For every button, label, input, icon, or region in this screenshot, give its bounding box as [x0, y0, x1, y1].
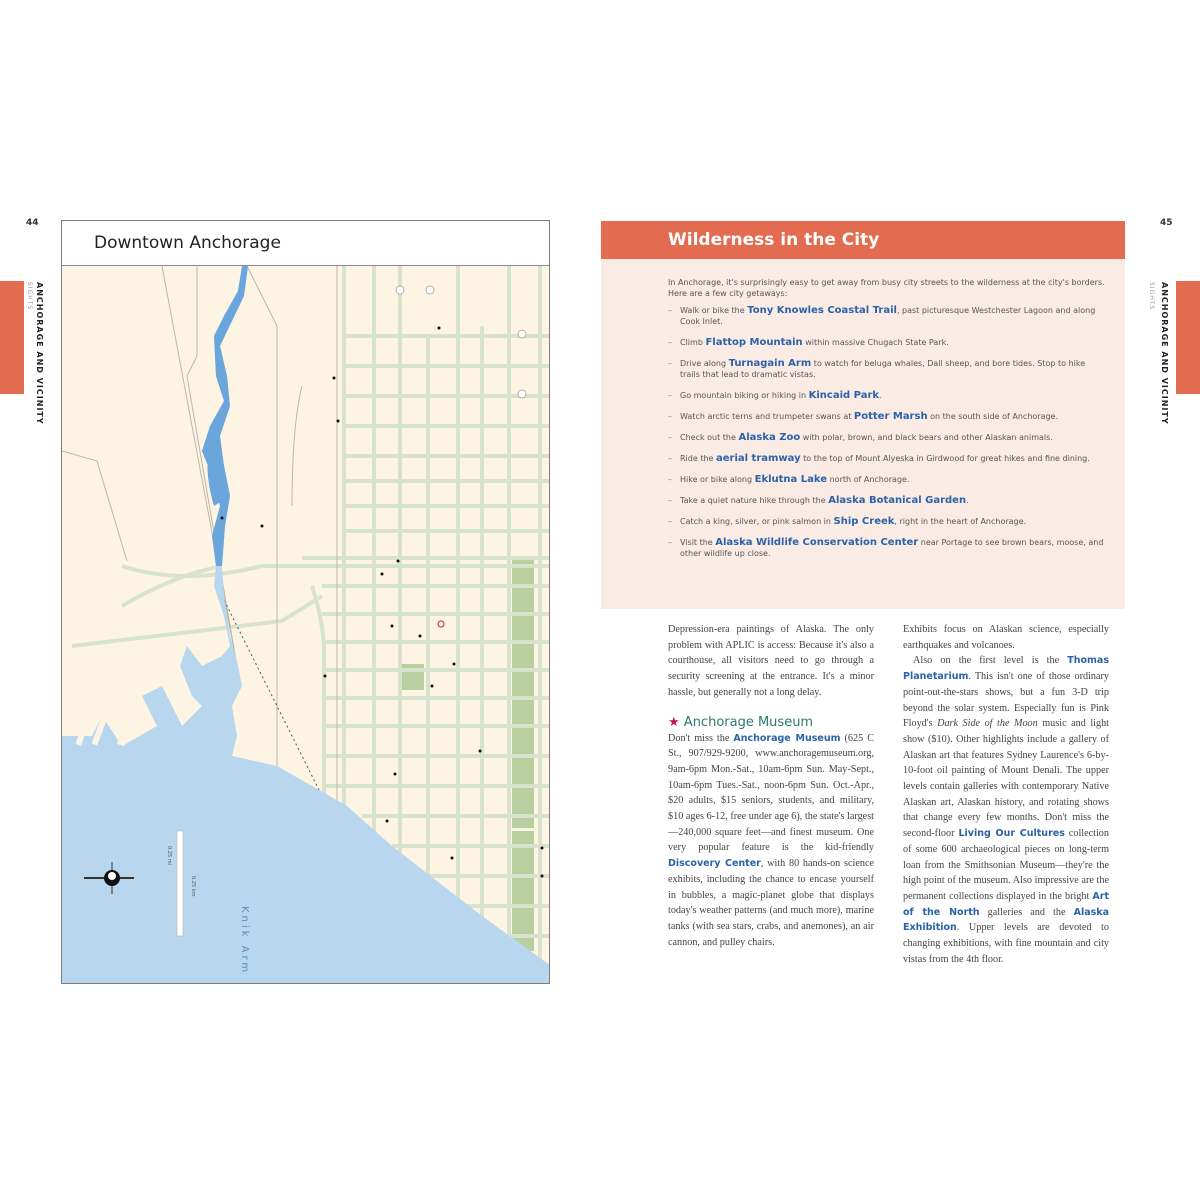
- highlight-link[interactable]: Potter Marsh: [853, 411, 928, 422]
- link-alaska-exhibition[interactable]: Alaska Exhibition: [903, 906, 1109, 934]
- link-thomas-planetarium[interactable]: Thomas Planetarium: [903, 655, 1109, 683]
- map-title-bar: [62, 221, 549, 266]
- highlight-link[interactable]: Tony Knowles Coastal Trail: [747, 305, 897, 316]
- water-label: Knik Arm: [239, 906, 250, 976]
- list-item: – Climb Flattop Mountain within massive Chugach State Park.: [668, 337, 1105, 348]
- highlight-link[interactable]: Flattop Mountain: [705, 337, 803, 348]
- svg-text:0.25 mi: 0.25 mi: [166, 846, 172, 865]
- left-page-number: 44: [26, 218, 39, 228]
- sidebar-body: [668, 277, 1105, 569]
- left-section-tab: [0, 281, 24, 394]
- sidebar-box: [601, 221, 1125, 609]
- section-title: Anchorage Museum: [683, 714, 814, 730]
- list-item: – Go mountain biking or hiking in Kincaid Park.: [668, 390, 1105, 401]
- highlight-link[interactable]: Turnagain Arm: [728, 358, 812, 369]
- downtown-map: [61, 220, 550, 984]
- right-section-tab: [1176, 281, 1200, 394]
- list-item: – Visit the Alaska Wildlife Conservation Center near Portage to see brown bears, moose, and other wildlife up close.: [668, 537, 1105, 559]
- link-living-our-cultures[interactable]: Living Our Cultures: [958, 828, 1065, 840]
- link-anchorage-museum[interactable]: Anchorage Museum: [733, 732, 841, 744]
- highlight-link[interactable]: Ship Creek: [833, 516, 895, 527]
- list-item: – Drive along Turnagain Arm to watch for beluga whales, Dall sheep, and bore tides. Stop to hike trails that lead to dramatic vistas.: [668, 358, 1105, 380]
- map-graphic: [62, 266, 550, 984]
- sidebar-header: [601, 221, 1125, 259]
- right-section-sublabel: SIGHTS: [1148, 282, 1155, 311]
- list-item: – Hike or bike along Eklutna Lake north of Anchorage.: [668, 474, 1105, 485]
- paragraph: Don't miss the Anchorage Museum (625 C St., 907/929-9200, www.anchoragemuseum.org, 9am-6pm Mon.-Sat., 10am-6pm Sun. May-Sept., 10am-6pm Tues.-Sat., noon-6pm Sun. Oct.-Apr., $20 adults, $15 seniors, students, and military, $10 ages 6-12, free under age 6), the state's largest—240,000 square feet—and finest museum. One very popular feature is the kid-friendly Discovery Center, with 80 hands-on science exhibits, including the chance to encase yourself in bubbles, a magic-planet globe that displays today's weather patterns (and much more), marine tanks (with sea stars, crabs, and anemones), an air cannon, and pulley chairs.: [668, 732, 874, 948]
- left-section-label: ANCHORAGE AND VICINITY: [35, 282, 44, 425]
- link-discovery-center[interactable]: Discovery Center: [668, 858, 761, 870]
- sidebar-title: Wilderness in the City: [668, 230, 880, 250]
- text-column-1: [668, 622, 874, 950]
- sidebar-intro: In Anchorage, it's surprisingly easy to get away from busy city streets to the wilderness at the city's borders. Here are a few city getaways:: [668, 278, 1105, 298]
- list-item: – Catch a king, silver, or pink salmon in Ship Creek, right in the heart of Anchorage.: [668, 516, 1105, 527]
- paragraph: Also on the first level is the Thomas Planetarium. This isn't one of those ordinary point-out-the-stars shows, but a fun 3-D trip beyond the solar system. Especially fun is Pink Floyd's Dark Side of the Moon music and light show ($10). Other highlights include a gallery of Alaskan art that features Sydney Laurence's 6-by-10-foot oil painting of Mount Denali. The upper levels contain galleries with contemporary Native Alaskan art, Alaskan history, and rotating shows that change every few months. Don't miss the second-floor Living Our Cultures collection of some 600 archaeological pieces on long-term loan from the Smithsonian Museum—they're the high point of the museum. Also impressive are the permanent collections displayed in the bright Art of the North galleries and the Alaska Exhibition. Upper levels are devoted to changing exhibitions, with fine mountain and city vistas from the 4th floor.: [903, 655, 1109, 965]
- highlight-link[interactable]: aerial tramway: [716, 453, 801, 464]
- list-item: – Walk or bike the Tony Knowles Coastal Trail, past picturesque Westchester Lagoon and along Cook Inlet.: [668, 305, 1105, 327]
- highlight-link[interactable]: Kincaid Park: [808, 390, 880, 401]
- highlight-link[interactable]: Alaska Wildlife Conservation Center: [715, 537, 919, 548]
- link-art-of-the-north[interactable]: Art of the North: [903, 890, 1109, 918]
- left-section-sublabel: SIGHTS: [26, 282, 33, 311]
- list-item: – Ride the aerial tramway to the top of Mount Alyeska in Girdwood for great hikes and fine dining.: [668, 453, 1105, 464]
- list-item: – Check out the Alaska Zoo with polar, brown, and black bears and other Alaskan animals.: [668, 432, 1105, 443]
- paragraph: Exhibits focus on Alaskan science, especially earthquakes and volcanoes.: [903, 624, 1109, 651]
- right-page-number: 45: [1160, 218, 1173, 228]
- list-item: – Take a quiet nature hike through the Alaska Botanical Garden.: [668, 495, 1105, 506]
- highlight-link[interactable]: Alaska Zoo: [738, 432, 801, 443]
- getaway-list: [668, 305, 1105, 559]
- map-title: Downtown Anchorage: [94, 233, 281, 253]
- star-icon: ★: [668, 714, 680, 730]
- highlight-link[interactable]: Alaska Botanical Garden: [828, 495, 967, 506]
- highlight-link[interactable]: Eklutna Lake: [754, 474, 828, 485]
- section-heading: [668, 715, 874, 731]
- right-section-label: ANCHORAGE AND VICINITY: [1160, 282, 1169, 425]
- text-column-2: [903, 622, 1109, 967]
- list-item: – Watch arctic terns and trumpeter swans at Potter Marsh on the south side of Anchorage.: [668, 411, 1105, 422]
- svg-text:0.25 km: 0.25 km: [190, 876, 196, 897]
- paragraph: Depression-era paintings of Alaska. The only problem with APLIC is access: Because it's also a courthouse, all visitors need to go through a security screening at the entrance. It's a minor hassle, but generally not a long delay.: [668, 624, 874, 698]
